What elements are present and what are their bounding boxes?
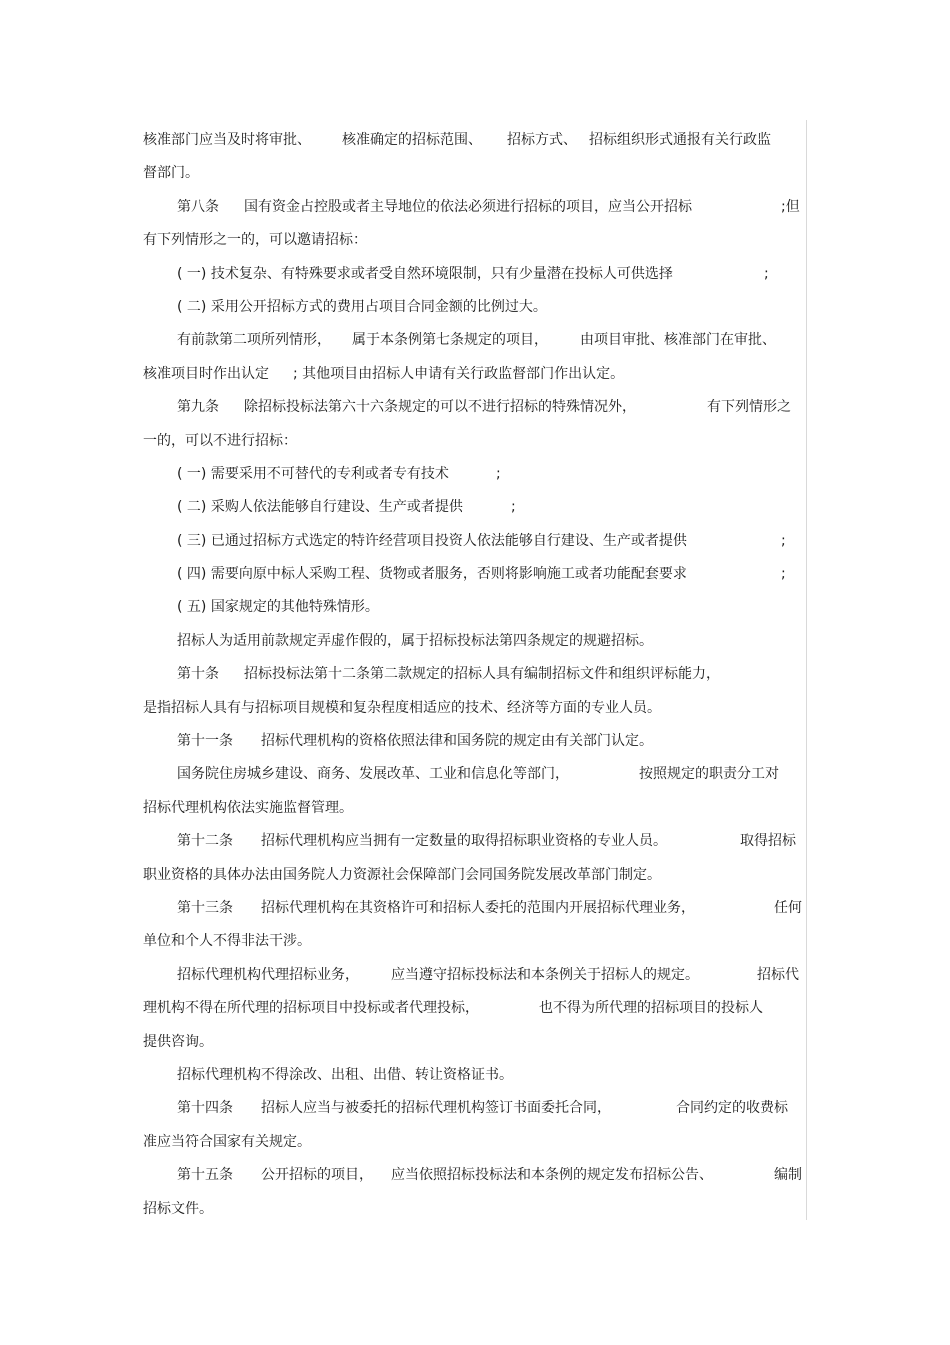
text-line [143, 925, 805, 958]
text-segment: ; [764, 265, 769, 282]
text-line [143, 358, 805, 391]
text-segment: 核准部门应当及时将审批、 [143, 132, 311, 148]
text-segment: ; [496, 465, 501, 482]
text-line [143, 191, 805, 224]
text-segment: 招标组织形式通报有关行政监 [589, 132, 771, 148]
text-line [143, 725, 805, 758]
text-line [143, 992, 805, 1025]
text-line [143, 124, 805, 157]
text-line [143, 658, 805, 691]
text-segment: 核准确定的招标范围、 [342, 132, 482, 148]
text-segment: 也不得为所代理的招标项目的投标人 [539, 1000, 763, 1017]
text-segment: 准应当符合国家有关规定。 [143, 1133, 311, 1150]
text-line [143, 558, 805, 591]
text-line [143, 291, 805, 324]
text-segment: 任何 [774, 899, 802, 916]
text-line [143, 892, 805, 925]
text-line [143, 1059, 805, 1092]
text-segment: 督部门。 [143, 165, 199, 182]
text-segment: 招标人为适用前款规定弄虚作假的，属于招标投标法第四条规定的规避招标。 [177, 632, 653, 649]
text-segment: 有前款第二项所列情形， [177, 332, 331, 349]
text-segment: 招标代理机构依法实施监督管理。 [143, 799, 353, 816]
text-segment: 一的，可以不进行招标： [143, 432, 297, 449]
text-segment: 属于本条例第七条规定的项目， [352, 332, 548, 349]
text-segment: 职业资格的具体办法由国务院人力资源社会保障部门会同国务院发展改革部门制定。 [143, 866, 661, 883]
text-segment: 招标代理机构的资格依照法律和国务院的规定由有关部门认定。 [261, 733, 653, 750]
text-line [143, 458, 805, 491]
text-segment: 招标代理机构在其资格许可和招标人委托的范围内开展招标代理业务， [261, 899, 695, 916]
text-segment: ; 其他项目由招标人申请有关行政监督部门作出认定。 [293, 365, 625, 382]
text-segment: 有下列情形之一的，可以邀请招标： [143, 232, 367, 249]
text-line [143, 758, 805, 791]
text-segment: 招标投标法第十二条第二款规定的招标人具有编制招标文件和组织评标能力， [244, 666, 720, 683]
text-segment: 国有资金占控股或者主导地位的依法必须进行招标的项目，应当公开招标 [244, 198, 692, 215]
text-segment: ; [781, 566, 786, 583]
article-number: 第十五条 [177, 1167, 233, 1184]
text-segment: ( 一) 技术复杂、有特殊要求或者受自然环境限制，只有少量潜在投标人可供选择 [177, 265, 673, 282]
text-line [143, 491, 805, 524]
text-segment: ; [511, 499, 516, 516]
article-number: 第十二条 [177, 833, 233, 850]
text-segment: 由项目审批、核准部门在审批、 [580, 332, 776, 349]
article-number: 第十条 [177, 666, 219, 683]
text-segment: 国务院住房城乡建设、商务、发展改革、工业和信息化等部门， [177, 766, 569, 783]
text-line [143, 692, 805, 725]
article-number: 第十三条 [177, 899, 233, 916]
text-line [143, 1159, 805, 1192]
text-segment: ( 二) 采购人依法能够自行建设、生产或者提供 [177, 499, 463, 516]
text-segment: 是指招标人具有与招标项目规模和复杂程度相适应的技术、经济等方面的专业人员。 [143, 699, 661, 716]
text-segment: 应当遵守招标投标法和本条例关于招标人的规定。 [391, 966, 699, 983]
text-line [143, 1193, 805, 1226]
text-segment: 提供咨询。 [143, 1033, 213, 1050]
article-number: 第十一条 [177, 733, 233, 750]
text-segment: 招标人应当与被委托的招标代理机构签订书面委托合同， [261, 1100, 611, 1117]
text-line [143, 959, 805, 992]
text-line [143, 591, 805, 624]
text-segment: ( 四) 需要向原中标人采购工程、货物或者服务，否则将影响施工或者功能配套要求 [177, 566, 687, 583]
text-segment: ;但 [781, 198, 800, 215]
text-segment: 招标方式、 [507, 132, 577, 148]
text-segment: 理机构不得在所代理的招标项目中投标或者代理投标， [143, 1000, 479, 1017]
text-segment: 合同约定的收费标 [676, 1100, 788, 1117]
article-number: 第十四条 [177, 1100, 233, 1117]
text-line [143, 157, 805, 190]
text-segment: ( 五) 国家规定的其他特殊情形。 [177, 599, 379, 616]
text-line [143, 258, 805, 291]
text-segment: 按照规定的职责分工对 [639, 766, 779, 783]
text-segment: 招标代理机构应当拥有一定数量的取得招标职业资格的专业人员。 [261, 833, 667, 850]
text-line [143, 525, 805, 558]
text-segment: 核准项目时作出认定 [143, 365, 269, 382]
text-line [143, 391, 805, 424]
text-line [143, 825, 805, 858]
text-segment: 单位和个人不得非法干涉。 [143, 933, 311, 950]
text-segment: 编制 [774, 1167, 802, 1184]
text-segment: 招标文件。 [143, 1200, 213, 1217]
text-segment: 除招标投标法第六十六条规定的可以不进行招标的特殊情况外， [244, 399, 636, 416]
document-body [143, 124, 805, 1226]
page-right-border [806, 120, 807, 1220]
text-segment: 招标代 [757, 966, 799, 983]
text-line [143, 324, 805, 357]
text-segment: ( 二) 采用公开招标方式的费用占项目合同金额的比例过大。 [177, 298, 547, 315]
text-line [143, 792, 805, 825]
text-line [143, 859, 805, 892]
text-segment: 公开招标的项目， [261, 1167, 373, 1184]
text-line [143, 1126, 805, 1159]
text-segment: 应当依照招标投标法和本条例的规定发布招标公告、 [391, 1167, 713, 1184]
text-line [143, 425, 805, 458]
text-segment: 取得招标 [740, 833, 796, 850]
text-line [143, 1092, 805, 1125]
text-line [143, 1026, 805, 1059]
text-segment: ( 三) 已通过招标方式选定的特许经营项目投资人依法能够自行建设、生产或者提供 [177, 532, 687, 549]
text-segment: 招标代理机构代理招标业务， [177, 966, 359, 983]
text-segment: 招标代理机构不得涂改、出租、出借、转让资格证书。 [177, 1066, 513, 1083]
text-segment: ; [781, 532, 786, 549]
article-number: 第八条 [177, 198, 219, 215]
article-number: 第九条 [177, 399, 219, 416]
text-line [143, 224, 805, 257]
text-segment: ( 一) 需要采用不可替代的专利或者专有技术 [177, 465, 449, 482]
text-line [143, 625, 805, 658]
text-segment: 有下列情形之 [707, 399, 791, 416]
